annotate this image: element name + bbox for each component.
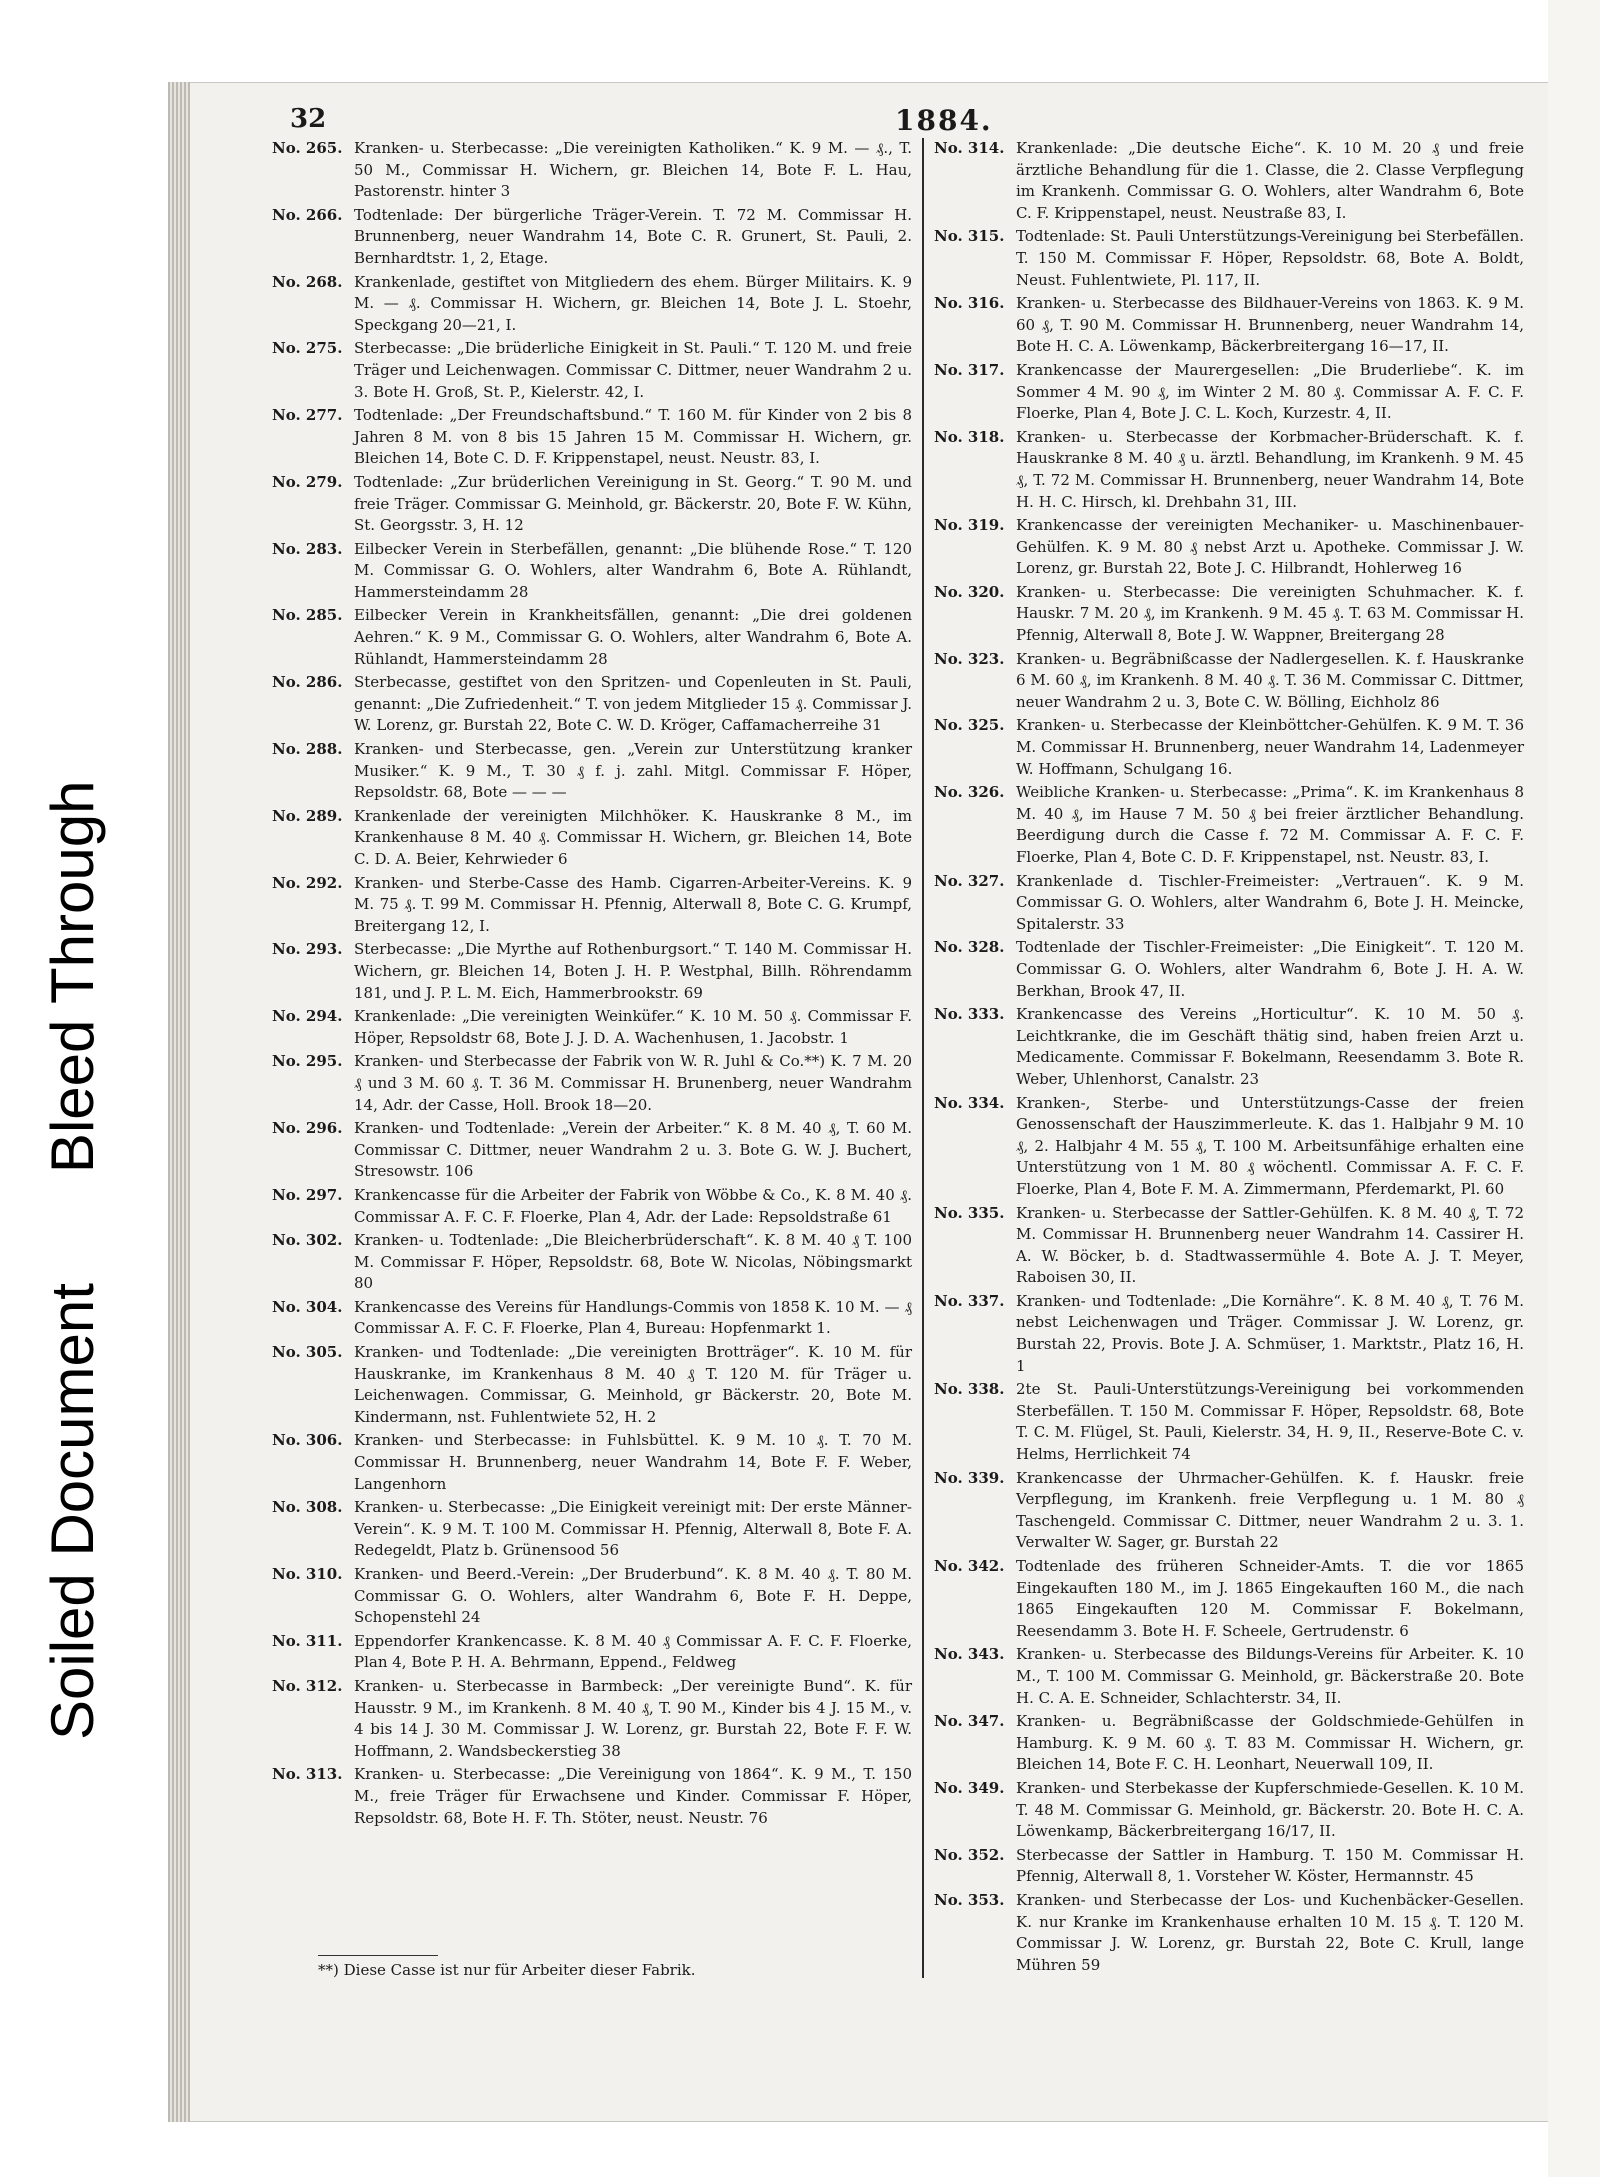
entry-number: No. 333.: [934, 1005, 1005, 1024]
column-divider: [922, 138, 924, 1978]
entry-text: Krankencasse der Maurergesellen: „Die Bruderliebe“. K. im Sommer 4 M. 90 ₰, im Winter 2 M. 80 ₰. Commissar A. F. C. F. Floerke, Plan 4, Bote J. C. L. Koch, Kurzestr. 4, II.: [1016, 360, 1524, 423]
directory-entry: [272, 472, 912, 537]
entry-number: No. 327.: [934, 871, 1005, 890]
entry-text: Kranken- und Sterbekasse der Kupferschmiede-Gesellen. K. 10 M. T. 48 M. Commissar G. Meinhold, gr. Bäckerstr. 20. Bote H. C. A. Löwenkamp, Bäckerbreitergang 16/17, II.: [1016, 1778, 1524, 1841]
entry-number: No. 353.: [934, 1890, 1005, 1909]
directory-entry: [934, 1203, 1524, 1289]
entry-number: No. 313.: [272, 1765, 343, 1784]
entry-text: Todtenlade des früheren Schneider-Amts. T. die vor 1865 Eingekauften 180 M., im J. 1865 Eingekauften 160 M., die nach 1865 Eingekauften 120 M. Commissar F. Bokelmann, Reesendamm 3. Bote H. F. Scheele, Gertrudenstr. 6: [1016, 1557, 1524, 1640]
entry-text: Krankencasse für die Arbeiter der Fabrik von Wöbbe & Co., K. 8 M. 40 ₰. Commissar A. F. C. F. Floerke, Plan 4, Adr. der Lade: Repsoldstraße 61: [354, 1185, 912, 1226]
directory-entry: [272, 1564, 912, 1629]
entry-text: Krankenlade d. Tischler-Freimeister: „Vertrauen“. K. 9 M. Commissar G. O. Wohlers, alter Wandrahm 6, Bote J. H. Meincke, Spitalerstr. 33: [1016, 871, 1524, 933]
directory-entry: [934, 1778, 1524, 1843]
scan-label: [38, 781, 107, 1740]
entry-text: Krankenlade, gestiftet von Mitgliedern des ehem. Bürger Militairs. K. 9 M. — ₰. Commissar H. Wichern, gr. Bleichen 14, Bote J. L. Stoehr, Speckgang 20—21, I.: [354, 272, 912, 334]
entry-number: No. 279.: [272, 472, 343, 491]
entry-text: Kranken- u. Sterbecasse der Sattler-Gehülfen. K. 8 M. 40 ₰, T. 72 M. Commissar H. Brunnenberg neuer Wandrahm 14. Cassirer H. A. W. Böcker, b. d. Stadtwassermühle 4. Bote A. J. T. Meyer, Raboisen 30, II.: [1016, 1203, 1524, 1287]
entry-text: Kranken- u. Sterbecasse der Korbmacher-Brüderschaft. K. f. Hauskranke 8 M. 40 ₰ u. ärztl. Behandlung, im Krankenh. 9 M. 45 ₰, T. 72 M. Commissar H. Brunnenberg, neuer Wandrahm 14, Bote H. H. C. Hirsch, kl. Drehbahn 31, III.: [1016, 427, 1524, 511]
entry-text: Sterbecasse, gestiftet von den Spritzen- und Copenleuten in St. Pauli, genannt: „Die Zufriedenheit.“ T. von jedem Mitglieder 15 ₰. Commissar J. W. Lorenz, gr. Burstah 22, Bote C. W. D. Kröger, Caffamacherreihe 31: [354, 673, 912, 735]
entry-text: 2te St. Pauli-Unterstützungs-Vereinigung bei vorkommenden Sterbefällen. T. 150 M. Commissar F. Höper, Repsoldstr. 68, Bote T. C. M. Flügel, St. Pauli, Kielerstr. 34, H. 9, II., Reserve-Bote C. v. Helms, Herrlichkeit 74: [1016, 1380, 1524, 1464]
entry-text: Todtenlade: Der bürgerliche Träger-Verein. T. 72 M. Commissar H. Brunnenberg, neuer Wandrahm 14, Bote C. R. Grunert, St. Pauli, 2. Bernhardtstr. 1, 2, Etage.: [354, 205, 912, 267]
entry-number: No. 347.: [934, 1712, 1005, 1731]
entry-number: No. 319.: [934, 516, 1005, 535]
entry-text: Eilbecker Verein in Krankheitsfällen, genannt: „Die drei goldenen Aehren.“ K. 9 M., Commissar G. O. Wohlers, alter Wandrahm 6, Bote A. Rühlandt, Hammersteindamm 28: [354, 606, 912, 668]
entry-text: Todtenlade: St. Pauli Unterstützungs-Vereinigung bei Sterbefällen. T. 150 M. Commissar F. Höper, Repsoldstr. 68, Bote A. Boldt, Neust. Fuhlentwiete, Pl. 117, II.: [1016, 227, 1524, 289]
directory-entry: [934, 1468, 1524, 1554]
entry-text: Kranken- u. Sterbecasse der Kleinböttcher-Gehülfen. K. 9 M. T. 36 M. Commissar H. Brunnenberg, neuer Wandrahm 14, Ladenmeyer W. Hoffmann, Schulgang 16.: [1016, 716, 1524, 778]
entry-text: Krankenlade: „Die deutsche Eiche“. K. 10 M. 20 ₰ und freie ärztliche Behandlung für die 1. Classe, die 2. Classe Verpflegung im Krankenh. Commissar G. O. Wohlers, alter Wandrahm 6, Bote C. F. Krippenstapel, neust. Neustraße 83, I.: [1016, 139, 1524, 222]
directory-entry: [934, 360, 1524, 425]
directory-entry: [272, 539, 912, 604]
directory-entry: [272, 1051, 912, 1116]
directory-entry: [934, 1004, 1524, 1090]
entry-number: No. 302.: [272, 1231, 343, 1250]
entry-number: No. 308.: [272, 1498, 343, 1517]
entry-text: Sterbecasse: „Die Myrthe auf Rothenburgsort.“ T. 140 M. Commissar H. Wichern, gr. Bleichen 14, Boten J. H. P. Westphal, Billh. Röhrendamm 181, und J. P. L. M. Eich, Hammerbrookstr. 69: [354, 940, 912, 1002]
directory-entry: [934, 138, 1524, 224]
left-column: [272, 138, 912, 1831]
directory-entry: [272, 873, 912, 938]
entry-text: Krankencasse der Uhrmacher-Gehülfen. K. f. Hauskr. freie Verpflegung, im Krankenh. freie Verpflegung u. 1 M. 80 ₰ Taschengeld. Commissar C. Dittmer, neuer Wandrahm 2 u. 3. 1. Verwalter W. Sager, gr. Burstah 22: [1016, 1468, 1524, 1552]
entry-text: Sterbecasse der Sattler in Hamburg. T. 150 M. Commissar H. Pfennig, Alterwall 8, 1. Vorsteher W. Köster, Hermannstr. 45: [1016, 1845, 1524, 1886]
directory-entry: [272, 806, 912, 871]
entry-number: No. 310.: [272, 1565, 343, 1583]
directory-entry: [272, 138, 912, 203]
entry-number: No. 317.: [934, 360, 1005, 379]
page-year: 1884.: [895, 104, 993, 137]
entry-text: Weibliche Kranken- u. Sterbecasse: „Prima“. K. im Krankenhaus 8 M. 40 ₰, im Hause 7 M. 50 ₰ bei freier ärztlicher Behandlung. Beerdigung durch die Casse f. 72 M. Commissar A. F. C. F. Floerke, Plan 4, Bote C. D. F. Krippenstapel, nst. Neustr. 83, I.: [1016, 783, 1524, 866]
entry-number: No. 311.: [272, 1631, 343, 1650]
entry-text: Krankenlade der vereinigten Milchhöker. K. Hauskranke 8 M., im Krankenhause 8 M. 40 ₰. Commissar H. Wichern, gr. Bleichen 14, Bote C. D. A. Beier, Kehrwieder 6: [354, 806, 912, 868]
directory-entry: [272, 405, 912, 470]
directory-entry: [272, 1297, 912, 1340]
entry-number: No. 268.: [272, 272, 343, 291]
entry-text: Kranken- u. Sterbecasse des Bildungs-Vereins für Arbeiter. K. 10 M., T. 100 M. Commissar G. Meinhold, gr. Bäckerstraße 20. Bote H. C. A. E. Schneider, Schlachterstr. 34, II.: [1016, 1645, 1524, 1707]
directory-entry: [934, 1093, 1524, 1201]
directory-entry: [934, 937, 1524, 1002]
entry-number: No. 277.: [272, 406, 343, 425]
directory-entry: [934, 1890, 1524, 1976]
directory-entry: [272, 1006, 912, 1049]
entry-text: Kranken- u. Todtenlade: „Die Bleicherbrüderschaft“. K. 8 M. 40 ₰ T. 100 M. Commissar F. Höper, Repsoldstr. 68, Bote W. Nicolas, Nöbingsmarkt 80: [354, 1231, 912, 1293]
entry-number: No. 295.: [272, 1052, 343, 1071]
scan-label-strip: [0, 0, 165, 2177]
entry-text: Eilbecker Verein in Sterbefällen, genannt: „Die blühende Rose.“ T. 120 M. Commissar G. O. Wohlers, alter Wandrahm 6, Bote A. Rühlandt, Hammersteindamm 28: [354, 539, 912, 601]
entry-text: Todtenlade: „Der Freundschaftsbund.“ T. 160 M. für Kinder von 2 bis 8 Jahren 8 M. von 8 bis 15 Jahren 15 M. Commissar H. Wichern, gr. Bleichen 14, Bote C. D. F. Krippenstapel, neust. Neustr. 83, I.: [354, 406, 912, 468]
directory-entry: [934, 582, 1524, 647]
directory-entry: [272, 1118, 912, 1183]
entry-number: No. 352.: [934, 1845, 1005, 1864]
entry-number: No. 320.: [934, 582, 1005, 601]
entry-text: Kranken- u. Sterbecasse in Barmbeck: „Der vereinigte Bund“. K. für Hausstr. 9 M., im Krankenh. 8 M. 40 ₰, T. 90 M., Kinder bis 4 J. 15 M., v. 4 bis 14 J. 30 M. Commissar J. W. Lorenz, gr. Burstah 22, Bote F. F. W. Hoffmann, 2. Wandsbeckerstieg 38: [354, 1676, 912, 1760]
directory-entry: [272, 739, 912, 804]
entry-text: Kranken- u. Begräbnißcasse der Nadlergesellen. K. f. Hauskranke 6 M. 60 ₰, im Krankenh. 8 M. 40 ₰. T. 36 M. Commissar C. Dittmer, neuer Wandrahm 2 u. 3, Bote C. W. Bölling, Eichholz 86: [1016, 649, 1524, 711]
entry-number: No. 335.: [934, 1203, 1005, 1222]
entry-text: Kranken- u. Begräbnißcasse der Goldschmiede-Gehülfen in Hamburg. K. 9 M. 60 ₰. T. 83 M. Commissar H. Wichern, gr. Bleichen 14, Bote F. C. H. Leonhart, Neuerwall 109, II.: [1016, 1712, 1524, 1774]
entry-number: No. 283.: [272, 539, 343, 558]
entry-number: No. 293.: [272, 940, 343, 959]
directory-entry: [934, 427, 1524, 513]
directory-entry: [272, 1631, 912, 1674]
directory-entry: [272, 939, 912, 1004]
entry-number: No. 285.: [272, 606, 343, 625]
entry-text: Kranken- und Sterbe-Casse des Hamb. Cigarren-Arbeiter-Vereins. K. 9 M. 75 ₰. T. 99 M. Commissar H. Pfennig, Alterwall 8, Bote C. G. Krumpf, Breitergang 12, I.: [354, 873, 912, 935]
entry-number: No. 266.: [272, 205, 343, 224]
entry-number: No. 312.: [272, 1676, 343, 1695]
entry-number: No. 339.: [934, 1468, 1005, 1487]
entry-number: No. 334.: [934, 1093, 1005, 1112]
entry-text: Krankencasse der vereinigten Mechaniker- u. Maschinenbauer-Gehülfen. K. 9 M. 80 ₰ nebst Arzt u. Apotheke. Commissar J. W. Lorenz, gr. Burstah 22, Bote J. C. Hilbrandt, Hohlerweg 16: [1016, 516, 1524, 578]
bleed-through-label: Bleed Through: [39, 780, 106, 1174]
entry-text: Kranken- und Todtenlade: „Die Kornähre“. K. 8 M. 40 ₰, T. 76 M. nebst Leichenwagen und Träger. Commissar J. W. Lorenz, gr. Burstah 22, Provis. Bote J. A. Schmüser, 1. Marktstr., Platz 16, H. 1: [1016, 1291, 1524, 1375]
entry-text: Krankenlade: „Die vereinigten Weinküfer.“ K. 10 M. 50 ₰. Commissar F. Höper, Repsoldstr 68, Bote J. J. D. A. Wachenhusen, 1. Jacobstr. 1: [354, 1007, 912, 1047]
page-number: 32: [290, 104, 327, 134]
entry-number: No. 286.: [272, 673, 343, 692]
directory-entry: [934, 871, 1524, 936]
directory-entry: [272, 1230, 912, 1295]
entry-text: Kranken- und Sterbecasse: in Fuhlsbüttel. K. 9 M. 10 ₰. T. 70 M. Commissar H. Brunnenberg, neuer Wandrahm 14, Bote F. F. Weber, Langenhorn: [354, 1431, 912, 1493]
entry-number: No. 318.: [934, 427, 1005, 446]
directory-entry: [934, 226, 1524, 291]
entry-number: No. 338.: [934, 1380, 1005, 1399]
directory-entry: [934, 782, 1524, 868]
page-header: [200, 104, 1530, 138]
directory-entry: [934, 1291, 1524, 1377]
entry-number: No. 265.: [272, 139, 343, 157]
directory-entry: [272, 672, 912, 737]
entry-number: No. 323.: [934, 649, 1005, 668]
entry-number: No. 349.: [934, 1778, 1005, 1797]
entry-number: No. 288.: [272, 740, 343, 759]
entry-text: Kranken- u. Sterbecasse: „Die Einigkeit vereinigt mit: Der erste Männer-Verein“. K. 9 M. T. 100 M. Commissar H. Pfennig, Alterwall 8, Bote F. A. Redegeldt, Platz b. Grünensood 56: [354, 1498, 912, 1560]
directory-entry: [934, 1644, 1524, 1709]
directory-entry: [272, 272, 912, 337]
entry-text: Kranken- u. Sterbecasse: Die vereinigten Schuhmacher. K. f. Hauskr. 7 M. 20 ₰, im Krankenh. 9 M. 45 ₰. T. 63 M. Commissar H. Pfennig, Alterwall 8, Bote J. W. Wappner, Breitergang 28: [1016, 582, 1524, 645]
entry-number: No. 316.: [934, 294, 1005, 313]
entry-number: No. 304.: [272, 1297, 343, 1316]
directory-entry: [272, 205, 912, 270]
directory-entry: [934, 515, 1524, 580]
entry-number: No. 337.: [934, 1291, 1005, 1310]
directory-entry: [934, 649, 1524, 714]
directory-entry: [272, 605, 912, 670]
entry-text: Eppendorfer Krankencasse. K. 8 M. 40 ₰ Commissar A. F. C. F. Floerke, Plan 4, Bote P. H. A. Behrmann, Eppend., Feldweg: [354, 1631, 912, 1672]
entry-number: No. 343.: [934, 1645, 1005, 1664]
directory-entry: [272, 1676, 912, 1762]
entry-number: No. 305.: [272, 1343, 343, 1362]
entry-text: Kranken- und Sterbecasse der Fabrik von W. R. Juhl & Co.**) K. 7 M. 20 ₰ und 3 M. 60 ₰. T. 36 M. Commissar H. Brunenberg, neuer Wandrahm 14, Adr. der Casse, Holl. Brook 18—20.: [354, 1052, 912, 1114]
directory-entry: [272, 1497, 912, 1562]
entry-text: Kranken- u. Sterbecasse: „Die vereinigten Katholiken.“ K. 9 M. — ₰., T. 50 M., Commissar H. Wichern, gr. Bleichen 14, Bote F. L. Hau, Pastorenstr. hinter 3: [354, 139, 912, 201]
directory-entry: [272, 338, 912, 403]
entry-text: Kranken- und Todtenlade: „Verein der Arbeiter.“ K. 8 M. 40 ₰, T. 60 M. Commissar C. Dittmer, neuer Wandrahm 2 u. 3. Bote G. W. J. Buchert, Stresowstr. 106: [354, 1119, 912, 1181]
directory-entry: [934, 715, 1524, 780]
entry-number: No. 289.: [272, 806, 343, 825]
entry-number: No. 297.: [272, 1185, 343, 1204]
right-column: [934, 138, 1524, 1978]
page-binding-edge: [168, 82, 190, 2122]
entry-number: No. 314.: [934, 139, 1005, 157]
entry-text: Kranken- und Sterbecasse der Los- und Kuchenbäcker-Gesellen. K. nur Kranke im Krankenhause erhalten 10 M. 15 ₰. T. 120 M. Commissar J. W. Lorenz, gr. Burstah 22, Bote C. Krull, lange Mühren 59: [1016, 1890, 1524, 1974]
entry-text: Kranken- und Todtenlade: „Die vereinigten Brotträger“. K. 10 M. für Hauskranke, im Krankenhaus 8 M. 40 ₰ T. 120 M. für Träger u. Leichenwagen. Commissar, G. Meinhold, gr Bäckerstr. 20, Bote M. Kindermann, nst. Fuhlentwiete 52, H. 2: [354, 1343, 912, 1426]
entry-text: Kranken- und Beerd.-Verein: „Der Bruderbund“. K. 8 M. 40 ₰. T. 80 M. Commissar G. O. Wohlers, alter Wandrahm 6, Bote F. H. Deppe, Schopenstehl 24: [354, 1565, 912, 1627]
directory-entry: [934, 1379, 1524, 1465]
directory-entry: [934, 293, 1524, 358]
entry-text: Kranken-, Sterbe- und Unterstützungs-Casse der freien Genossenschaft der Hauszimmerleute. K. das 1. Halbjahr 9 M. 10 ₰, 2. Halbjahr 4 M. 55 ₰, T. 100 M. Arbeitsunfähige erhalten eine Unterstützung von 1 M. 80 ₰ wöchentl. Commissar A. F. C. F. Floerke, Plan 4, Bote F. M. A. Zimmermann, Pferdemarkt, Pl. 60: [1016, 1093, 1524, 1198]
entry-number: No. 296.: [272, 1119, 343, 1138]
directory-entry: [272, 1185, 912, 1228]
entry-number: No. 315.: [934, 227, 1005, 246]
entry-text: Krankencasse des Vereins für Handlungs-Commis von 1858 K. 10 M. — ₰ Commissar A. F. C. F. Floerke, Plan 4, Bureau: Hopfenmarkt 1.: [354, 1297, 912, 1338]
entry-number: No. 342.: [934, 1557, 1005, 1575]
entry-text: Krankencasse des Vereins „Horticultur“. K. 10 M. 50 ₰. Leichtkranke, die im Geschäft thätig sind, haben freien Arzt u. Medicamente. Commissar F. Bokelmann, Reesendamm 3. Bote R. Weber, Uhlenhorst, Canalstr. 23: [1016, 1005, 1524, 1088]
entry-number: No. 306.: [272, 1431, 343, 1450]
entry-number: No. 325.: [934, 716, 1005, 735]
entry-text: Todtenlade: „Zur brüderlichen Vereinigung in St. Georg.“ T. 90 M. und freie Träger. Commissar G. Meinhold, gr. Bäckerstr. 20, Bote F. W. Kühn, St. Georgsstr. 3, H. 12: [354, 472, 912, 535]
entry-text: Kranken- u. Sterbecasse: „Die Vereinigung von 1864“. K. 9 M., T. 150 M., freie Träger für Erwachsene und Kinder. Commissar F. Höper, Repsoldstr. 68, Bote H. F. Th. Stöter, neust. Neustr. 76: [354, 1765, 912, 1827]
directory-entry: [934, 1845, 1524, 1888]
entry-text: Sterbecasse: „Die brüderliche Einigkeit in St. Pauli.“ T. 120 M. und freie Träger und Leichenwagen. Commissar C. Dittmer, neuer Wandrahm 2 u. 3. Bote H. Groß, St. P., Kielerstr. 42, I.: [354, 339, 912, 401]
page-right-margin: [1548, 0, 1600, 2177]
directory-entry: [934, 1556, 1524, 1642]
entry-text: Todtenlade der Tischler-Freimeister: „Die Einigkeit“. T. 120 M. Commissar G. O. Wohlers, alter Wandrahm 6, Bote J. H. A. W. Berkhan, Brook 47, II.: [1016, 938, 1524, 1000]
entry-text: Kranken- und Sterbecasse, gen. „Verein zur Unterstützung kranker Musiker.“ K. 9 M., T. 30 ₰ f. j. zahl. Mitgl. Commissar F. Höper, Repsoldstr. 68, Bote — — —: [354, 740, 912, 802]
directory-entry: [272, 1430, 912, 1495]
entry-text: Kranken- u. Sterbecasse des Bildhauer-Vereins von 1863. K. 9 M. 60 ₰, T. 90 M. Commissar H. Brunnenberg, neuer Wandrahm 14, Bote H. C. A. Löwenkamp, Bäckerbreitergang 16—17, II.: [1016, 294, 1524, 356]
entry-number: No. 292.: [272, 873, 343, 892]
footnote: **) Diese Casse ist nur für Arbeiter dieser Fabrik.: [318, 1961, 696, 1979]
entry-number: No. 294.: [272, 1007, 343, 1026]
soiled-document-label: Soiled Document: [39, 1283, 106, 1740]
directory-entry: [272, 1764, 912, 1829]
footnote-rule: [318, 1955, 438, 1956]
entry-number: No. 328.: [934, 938, 1005, 957]
entry-number: No. 275.: [272, 339, 343, 358]
directory-entry: [934, 1711, 1524, 1776]
directory-entry: [272, 1342, 912, 1428]
entry-number: No. 326.: [934, 783, 1005, 802]
